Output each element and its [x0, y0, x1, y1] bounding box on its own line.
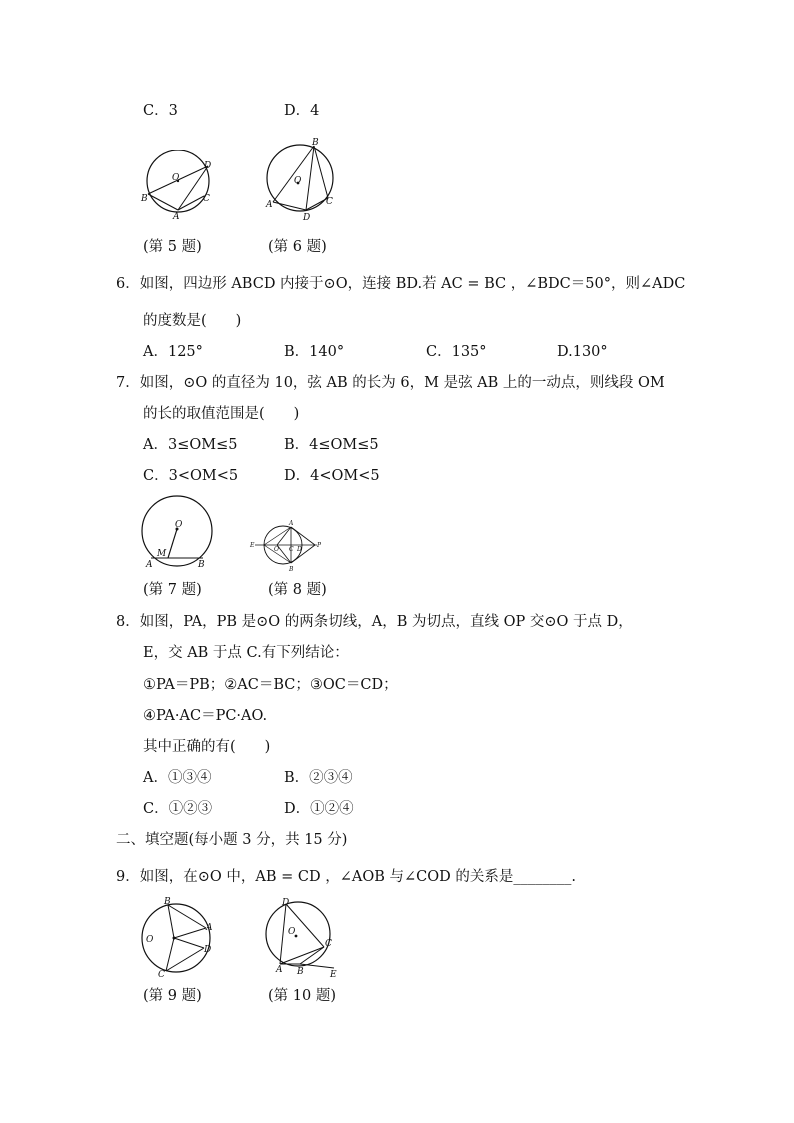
q5-option-c: C．3	[143, 103, 178, 119]
f10-label-c: C	[325, 939, 332, 949]
figure-10	[262, 896, 346, 980]
f9-label-c: C	[158, 970, 165, 978]
q8-ask: 其中正确的有( )	[143, 739, 271, 755]
q5-option-d: D．4	[284, 103, 320, 119]
figure-8	[247, 517, 325, 573]
f5-label-c: C	[203, 194, 210, 204]
f10-label-o: O	[288, 927, 296, 937]
q6-caption: (第 6 题)	[268, 239, 327, 255]
q8-option-a: A．①③④	[143, 770, 212, 786]
f5-label-b: B	[141, 194, 148, 204]
f5-label-d: D	[204, 161, 212, 171]
q6-option-b: B．140°	[284, 344, 345, 360]
f7-label-m: M	[157, 549, 167, 559]
q8-conclusions-1: ①PA＝PB；②AC＝BC；③OC＝CD；	[143, 677, 398, 693]
section-fill-in-title: 二、填空题(每小题 3 分，共 15 分)	[116, 832, 348, 848]
q5-caption: (第 5 题)	[143, 239, 202, 255]
f6-label-o: O	[294, 176, 302, 186]
figure-9	[138, 896, 220, 978]
f6-label-c: C	[326, 197, 333, 207]
f9-label-d: D	[204, 945, 212, 955]
q7-stem: 7．如图，⊙O 的直径为 10，弦 AB 的长为 6，M 是弦 AB 上的一动点，则线段 OM	[116, 375, 665, 391]
f8-label-d: D	[297, 546, 302, 553]
q9-caption: (第 9 题)	[143, 988, 202, 1004]
figure-6	[262, 136, 342, 224]
q8-stem: 8．如图，PA，PB 是⊙O 的两条切线，A，B 为切点，直线 OP 交⊙O 于点 D，	[116, 614, 633, 630]
f10-label-a: A	[276, 965, 283, 975]
f6-label-d: D	[303, 213, 311, 223]
q7-option-d: D．4<OM<5	[284, 468, 380, 484]
f6-label-b: B	[312, 138, 319, 148]
q8-conclusions-2: ④PA·AC＝PC·AO.	[143, 708, 268, 724]
q7-option-a: A．3≤OM≤5	[143, 437, 238, 453]
q8-caption: (第 8 题)	[268, 582, 327, 598]
q9-stem: 9．如图，在⊙O 中，AB = CD ，∠AOB 与∠COD 的关系是________.	[116, 869, 576, 885]
f7-label-b: B	[198, 560, 205, 570]
q6-stem-cont: 的度数是( )	[143, 313, 242, 329]
f10-label-e: E	[330, 970, 337, 980]
q8-option-d: D．①②④	[284, 801, 354, 817]
q10-caption: (第 10 题)	[268, 988, 336, 1004]
f10-label-d: D	[282, 898, 290, 908]
f5-label-a: A	[173, 212, 180, 222]
figure-7	[137, 493, 219, 575]
q7-option-c: C．3<OM<5	[143, 468, 239, 484]
q8-option-c: C．①②③	[143, 801, 213, 817]
f7-label-o: O	[175, 520, 183, 530]
q6-option-d: D.130°	[557, 344, 608, 360]
f8-label-b: B	[289, 566, 294, 573]
figure-5	[138, 150, 218, 222]
q7-stem-cont: 的长的取值范围是( )	[143, 406, 300, 422]
q8-stem-cont: E，交 AB 于点 C.有下列结论：	[143, 645, 349, 661]
q6-stem: 6．如图，四边形 ABCD 内接于⊙O，连接 BD.若 AC = BC ，∠BDC＝50°，则∠ADC	[116, 276, 686, 292]
q7-caption: (第 7 题)	[143, 582, 202, 598]
f7-label-a: A	[146, 560, 153, 570]
q7-option-b: B．4≤OM≤5	[284, 437, 379, 453]
f8-label-o: O	[274, 546, 279, 553]
f6-label-a: A	[266, 200, 273, 210]
q6-option-a: A．125°	[143, 344, 203, 360]
f9-label-a: A	[206, 923, 213, 933]
f9-label-b: B	[164, 897, 171, 907]
f8-label-e: E	[250, 542, 255, 549]
f5-label-o: O	[172, 173, 180, 183]
f9-label-o: O	[146, 935, 154, 945]
f10-label-b: B	[297, 967, 304, 977]
q6-option-c: C．135°	[426, 344, 487, 360]
f8-label-p: P	[317, 542, 322, 549]
q8-option-b: B．②③④	[284, 770, 353, 786]
f8-label-a: A	[289, 520, 294, 527]
f8-label-c: C	[289, 546, 294, 553]
